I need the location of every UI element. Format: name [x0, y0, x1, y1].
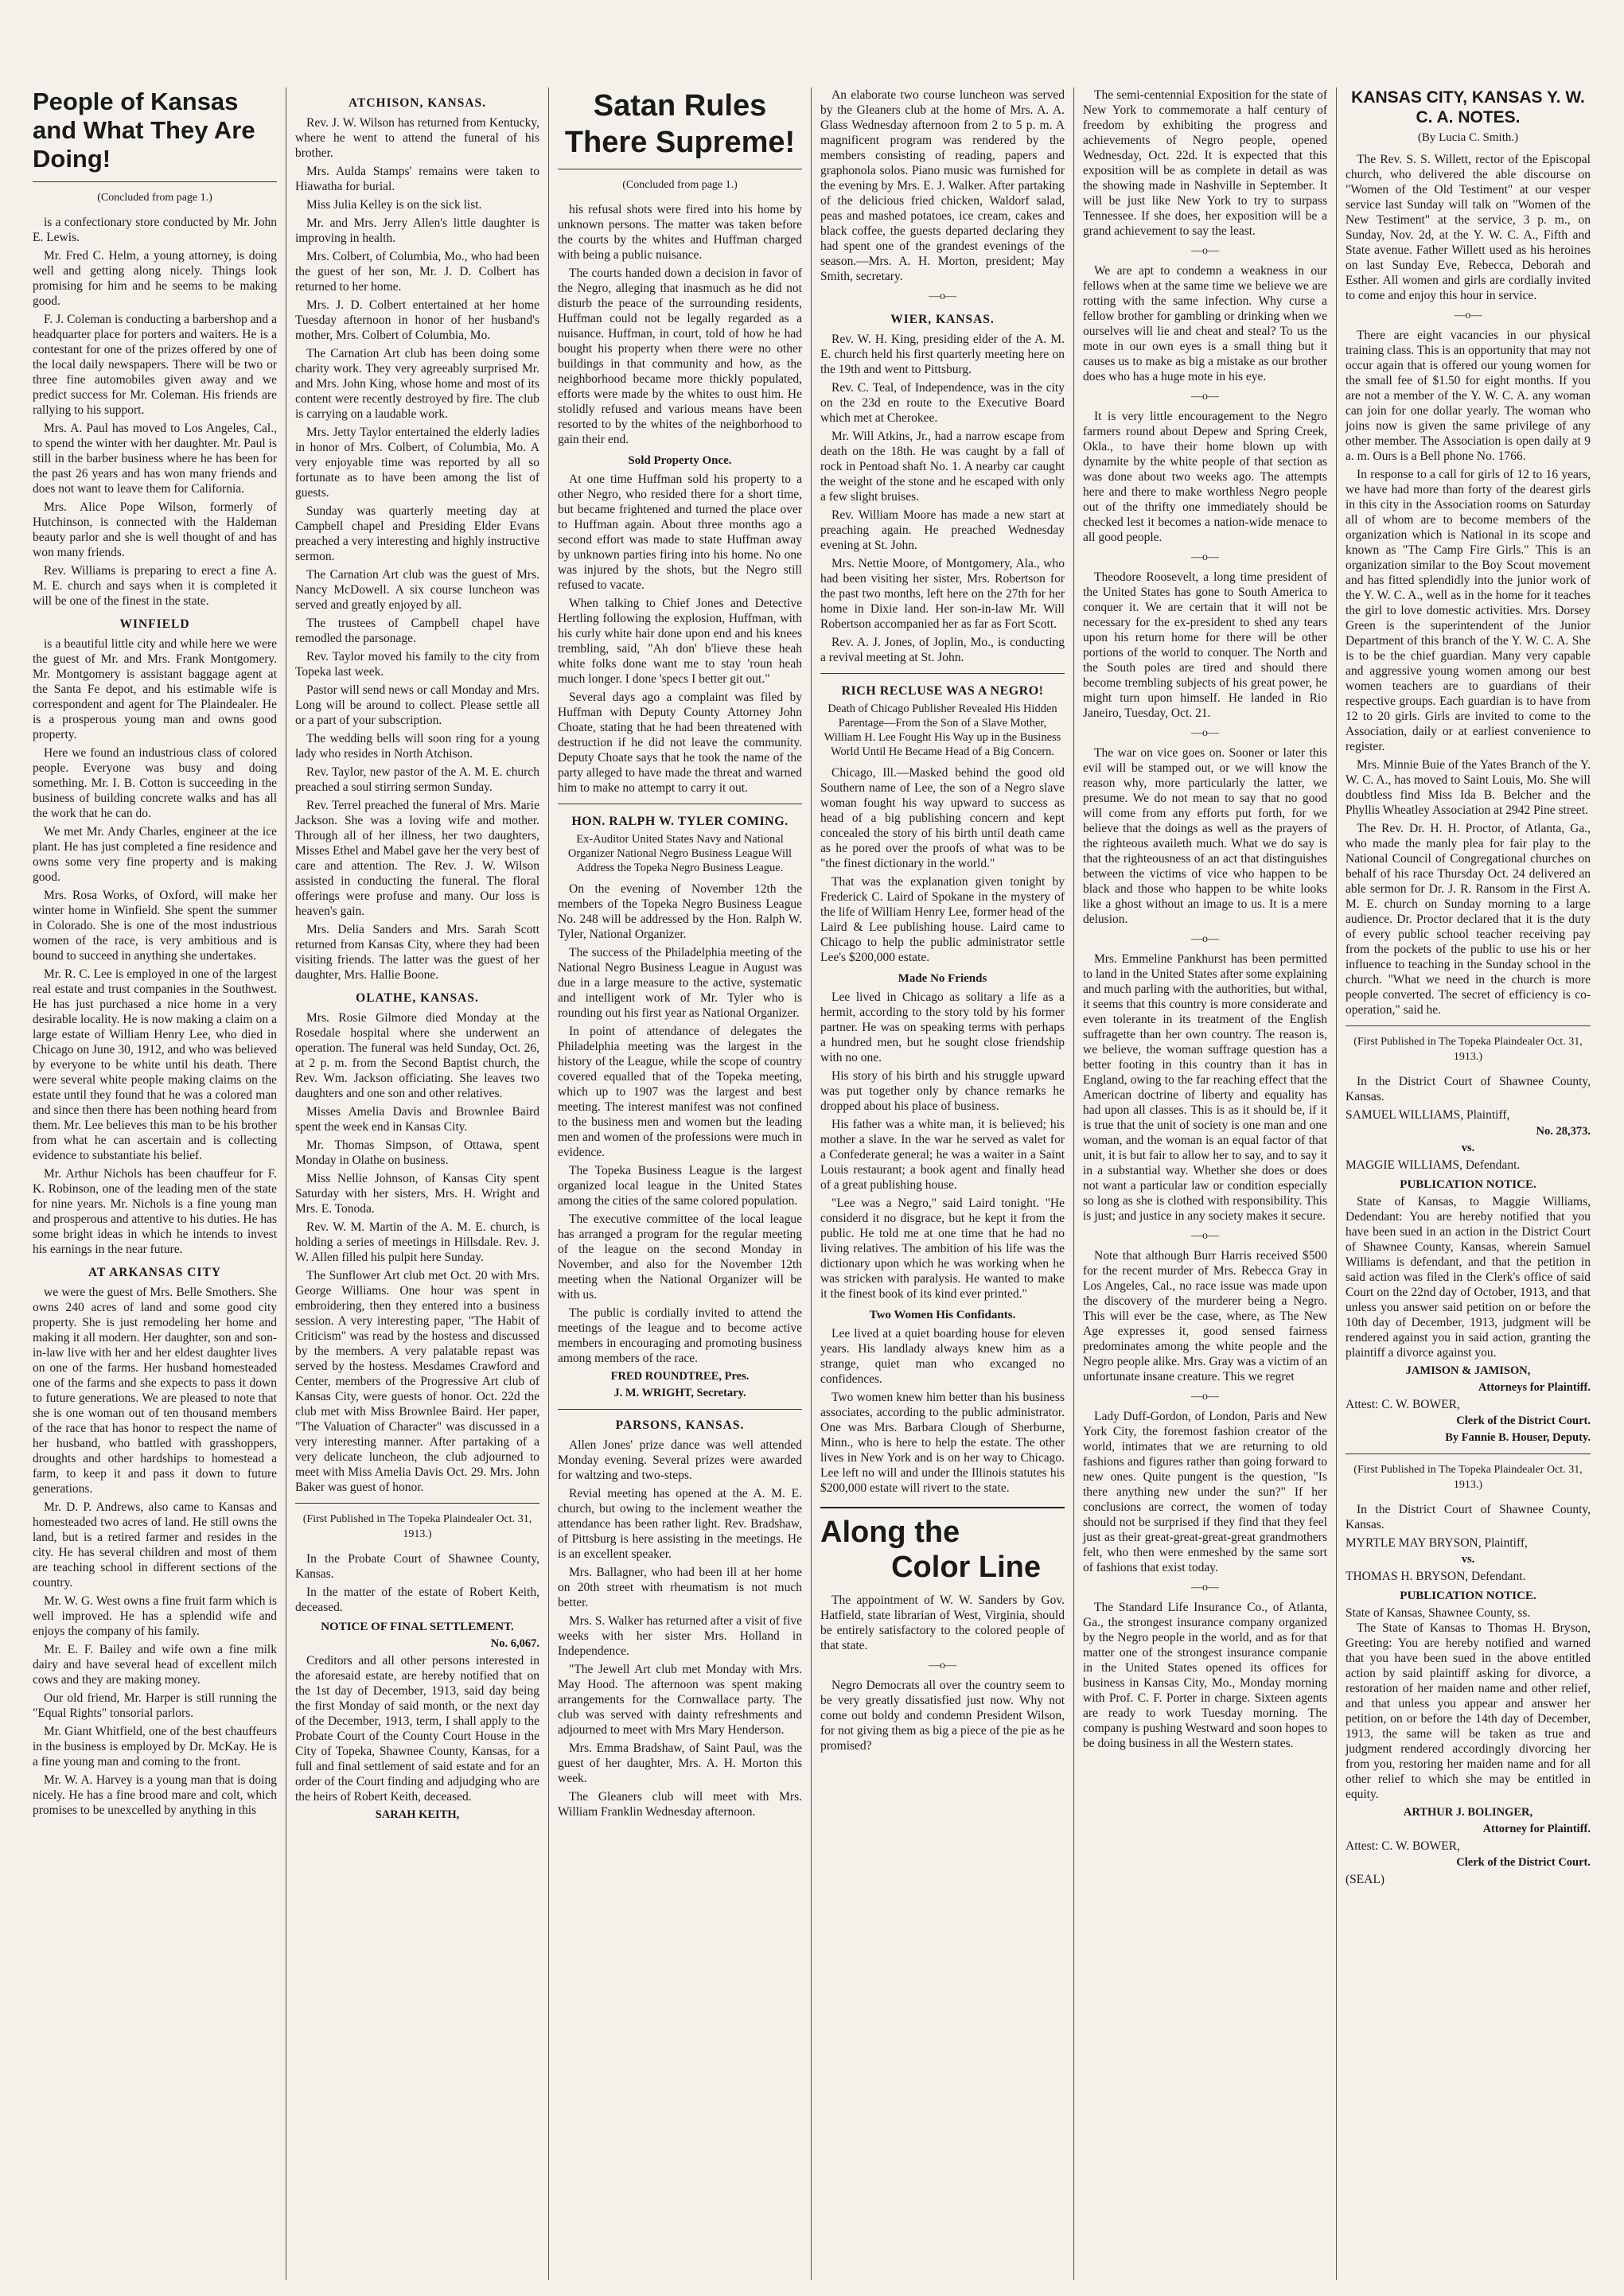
notice-deputy: By Fannie B. Houser, Deputy.: [1445, 1431, 1591, 1444]
headline-color-line-2: Color Line: [891, 1551, 1041, 1584]
paragraph: Our old friend, Mr. Harper is still running the "Equal Rights" tonsorial parlors.: [33, 1691, 277, 1720]
paragraph: The semi-centennial Exposition for the state of New York to commemorate a half century of freedom by exhibiting the progress and achievements of Negro people, opened Wednesday, Oct. 22d. It is expected that this exposition will be as complete in detail as was the showing made in Nashville in September. It will be just like New York to try to surpass Tennessee. If she does, her exposition will be a grand achievement to say the least.: [1083, 88, 1327, 238]
paragraph: Rev. C. Teal, of Independence, was in the city on the 23d en route to the Executive Board which met at Cherokee.: [820, 381, 1065, 425]
paragraph: The trustees of Campbell chapel have remodled the parsonage.: [295, 617, 539, 645]
paragraph: Several days ago a complaint was filed by Huffman with Deputy County Attorney John Choate, stating that he had been threatened with destruction if he did not leave the community. Deputy Choate says that he took the name of the party alleged to have made the threat and warned him to make no attempt to carry it out.: [558, 691, 802, 795]
divider: —o—: [1191, 245, 1219, 257]
headline-color-line-1: Along the: [820, 1516, 960, 1549]
paragraph: Chicago, Ill.—Masked behind the good old Southern name of Lee, the son of a Negro slave woman fought his way upward to success as head of a big publishing concern and kept concealed the story of his birth until death came as he pored over the proofs of what was to be "the finest dictionary in the world.": [820, 766, 1065, 870]
notice-court: In the District Court of Shawnee County, Kansas.: [1346, 1075, 1591, 1103]
notice-plaintiff: MYRTLE MAY BRYSON, Plaintiff,: [1346, 1536, 1528, 1550]
paragraph: Mr. Will Atkins, Jr., had a narrow escape from death on the 18th. He was caught by a fall of rock in Pentoad shaft No. 1. A nearby car caught the weight of the stone and he escaped with only a few slight bruises.: [820, 430, 1065, 504]
notice-defendant: MAGGIE WILLIAMS, Defendant.: [1346, 1158, 1521, 1172]
section-parsons: PARSONS, KANSAS.: [615, 1418, 745, 1432]
section-wier: WIER, KANSAS.: [890, 313, 995, 326]
paragraph: We met Mr. Andy Charles, engineer at the ice plant. He has just completed a fine residence and owns some very fine property and is making good.: [33, 825, 277, 884]
rule: [1346, 1453, 1591, 1454]
column-6: [1337, 88, 1599, 2280]
paragraph: That was the explanation given tonight by Frederick C. Laird of Spokane in the mystery of the life of William Henry Lee, former head of the Laird & Lee publishing house. Laird came to Chicago to help the public administrator settle Lee's $200,000 estate.: [820, 875, 1065, 964]
paragraph: Note that although Burr Harris received $500 for the recent murder of Mrs. Rebecca Gray in Los Angeles, Cal., no race issue was made upon the discovery of the murderer being a Negro. This will ever be the case, where, as The New Age expresses it, good sensed fairness predominates among the white people and the Negro people alike. Mrs. Gray was a victim of an unfortunate insane creature. This we regret: [1083, 1249, 1327, 1383]
paragraph: Sunday was quarterly meeting day at Campbell chapel and Presiding Elder Evans preached a very interesting and highly instructive sermon.: [295, 504, 539, 563]
paragraph: Mr. W. A. Harvey is a young man that is doing nicely. He has a fine brood mare and colt, which promises to be unexcelled by anything in this: [33, 1773, 277, 1817]
deck-recluse: Death of Chicago Publisher Revealed His Hidden Parentage—From the Son of a Slave Mother, William H. Lee Fought His Way up in the Business World Until He Became Head of a Big Concern.: [824, 702, 1061, 758]
paragraph: The courts handed down a decision in favor of the Negro, alleging that inasmuch as he did not disturb the peace of the surrounding residents, Huffman could not be legally regarded as a nuisance. Huffman, in court, told of how he had bought his property when there were no other buildings in that community and how, as the neighborhood became more thickly populated, efforts were made by the whites to oust him. He stolidly refused and various means have been resorted to by the whites of the neighborhood to gain their end.: [558, 267, 802, 446]
notice-vs: vs.: [1461, 1553, 1475, 1566]
continued-note: (Concluded from page 1.): [622, 179, 738, 191]
notice-court: In the District Court of Shawnee County, Kansas.: [1346, 1503, 1591, 1531]
column-4: [812, 88, 1074, 2280]
paragraph: Mrs. Alice Pope Wilson, formerly of Hutchinson, is connected with the Haldeman beauty parlor and she is well thought of and has won many friends.: [33, 500, 277, 559]
paragraph: Mrs. A. Paul has moved to Los Angeles, Cal., to spend the winter with her daughter. Mr. Paul is still in the barber business where he has been for the past 26 years and has won many friends and does not want to leave them for California.: [33, 422, 277, 496]
paragraph: An elaborate two course luncheon was served by the Gleaners club at the home of Mrs. A. A. Glass Wednesday afternoon from 2 to 5 p. m. A magnificent program was rendered by the members consisting of reading, papers and graphonola solos. Piano music was furnished for the evening by Mrs. E. J. Walker. After partaking of the delicious fried chicken, Waldorf salad, peas and mashed potatoes, ice cream, cakes and black coffee, the guests departed declaring they had spent one of the grandest evenings of the season.—Mrs. A. H. Morton, president; May Smith, secretary.: [820, 88, 1065, 283]
divider: —o—: [1191, 1230, 1219, 1242]
subhead-made-no-friends: Made No Friends: [898, 972, 987, 985]
paragraph: Rev. Terrel preached the funeral of Mrs. Marie Jackson. She was a loving wife and mother. Through all of her illness, her two daughters, Misses Ethel and Mabel gave her the very best of care and attention. The Rev. J. W. Wilson assisted in conducting the funeral. The floral offerings were profuse and many. Our loss is heaven's gain.: [295, 799, 539, 918]
paragraph: Lee lived at a quiet boarding house for eleven years. His landlady always knew him as a strange, quiet man who excanged no confidences.: [820, 1327, 1065, 1386]
paragraph: Two women knew him better than his business associates, according to the public administrator. One was Mrs. Barbara Clough of Sherburne, Minn., who is here to help the estate. The other lives in New York and is on her way to Chicago. Lee left no will and under the Illinois statutes his $200,000 estate will rivert to the state.: [820, 1391, 1065, 1495]
divider: —o—: [1191, 727, 1219, 739]
paragraph: There are eight vacancies in our physical training class. This is an opportunity that may not occur again that is offered our young women for the small fee of $1.50 for eight months. If you are not a member of the Y. W. C. A. any woman can join for one dollar yearly. The woman who joins now is given the same privilege of any other member. The Association is open daily at 9 a. m. Ours is a Bell phone No. 1766.: [1346, 329, 1591, 463]
paragraph: Mrs. Emmeline Pankhurst has been permitted to land in the United States after some explaining and much parling with the authorities, but withal, it seems that this country is more considerate and even tolerante in its treatment of the English suffragette than her own country. The reason is, we believe, the woman suffrage question has a better footing in this country than it has in England, owing to the far reaching effect that the American doctrine of liberty and equality has had upon all classes. This is as it should be, if it is true that the unit of society is one man and one woman, and the woman is an equal factor of that unit, it is but fair to allow her to say, and to say it in a substantial way. Whether she does or does not want a particular law or condition especially so long as she is clothed with responsibility. This is just; and justice in any society makes it secure.: [1083, 952, 1327, 1223]
paragraph: The Standard Life Insurance Co., of Atlanta, Ga., the strongest insurance company organized by the Negro people in the world, and as for that matter one of the strongest insurance companie in the United States opened its offices for business in Kansas City, Mo., Monday morning with Prof. C. F. Porter in charge. Sixteen agents are ready to work Tuesday morning. The company is pushing Westward and soon hopes to be doing business in all the Western states.: [1083, 1601, 1327, 1750]
column-5: [1074, 88, 1337, 2280]
rule: [33, 181, 277, 182]
divider: —o—: [1191, 1582, 1219, 1594]
paragraph: Mrs. Colbert, of Columbia, Mo., who had been the guest of her son, Mr. J. D. Colbert has returned to her home.: [295, 250, 539, 294]
notice-court: In the Probate Court of Shawnee County, Kansas.: [295, 1552, 539, 1581]
divider: —o—: [929, 290, 956, 302]
paragraph: Mr. R. C. Lee is employed in one of the largest real estate and trust companies in the Southwest. He has just purchased a nice home in a very desirable locality. He is now making a claim on a large estate of William Henry Lee, who died in Chicago on June 30, 1912, and who was believed by everyone to be white until his death. There were several white people making claims on the estate until they found that he was a colored man and since then there has been nothing heard from them. Mr. Lee believes this man to be his brother from what he can ascertain and is collecting evidence to substantiate his belief.: [33, 967, 277, 1162]
paragraph: We are apt to condemn a weakness in our fellows when at the same time we believe we are rotting with the same infection. Why curse a fellow brother for gambling or drinking when we ourselves will lie and cheat and steal? To us the mote in our own eyes is a small thing but it causes us to make as big a mistake as our brother does who has a huge mote in his eye.: [1083, 264, 1327, 383]
paragraph: his refusal shots were fired into his home by unknown persons. The matter was taken before the courts by the whites and Huffman charged with being a public nuisance.: [558, 203, 802, 262]
paragraph: Rev. Taylor moved his family to the city from Topeka last week.: [295, 650, 539, 679]
divider: —o—: [1454, 309, 1482, 321]
paragraph: "Lee was a Negro," said Laird tonight. "He considerd it no disgrace, but he kept it from the public. He told me at one time that he had no living relatives. The ambition of his life was the dictionary upon which he was working when he was stricken with paralysis. He wanted to make it the finest book of its kind ever printed.": [820, 1197, 1065, 1301]
subhead-two-women: Two Women His Confidants.: [869, 1309, 1016, 1321]
paragraph: Mrs. Nettie Moore, of Montgomery, Ala., who had been visiting her sister, Mrs. Robertson for the past two months, left here on the 27th for her home in Dixie land. Her son-in-law Mr. Will Robertson accompanied her as far as Fort Scott.: [820, 557, 1065, 631]
paragraph: The Rev. Dr. H. H. Proctor, of Atlanta, Ga., who made the manly plea for fair play to the National Council of Congregational churches on behalf of his race Thursday Oct. 24 delivered an able sermon for Dr. J. R. Ransom in the First A. M. E. church on Sunday morning to a large audience. Dr. Proctor declared that it is the duty of every public school teacher receiving pay from the pockets of the public to use his or her influence to teaching in the Sunday school in the church. "What we need in the church is more people converted. The secret of efficiency is co-operation," said he.: [1346, 822, 1591, 1017]
paragraph: Rev. Taylor, new pastor of the A. M. E. church preached a soul stirring sermon Sunday.: [295, 765, 539, 794]
section-winfield: WINFIELD: [119, 617, 190, 631]
deck-tyler: Ex-Auditor United States Navy and National Organizer National Negro Business League Will Address the Topeka Negro Business League.: [567, 833, 793, 874]
headline-rich-recluse: RICH RECLUSE WAS A NEGRO!: [841, 684, 1044, 698]
paragraph: Mr. and Mrs. Jerry Allen's little daughter is improving in health.: [295, 216, 539, 245]
notice-body: The State of Kansas to Thomas H. Bryson, Greeting: You are hereby notified and warned that you have been sued in the above entitled action by said plaintiff asking for divorce, a restoration of her maiden name and other relief, and that unless you appear and answer her petition, on or before the 14th day of December, 1913, the same will be taken as true and judgment rendered accordingly divorcing her from you, restoring her maiden name and for all other relief to which she may be entitled in equity.: [1346, 1621, 1591, 1801]
paragraph: Rev. J. W. Wilson has returned from Kentucky, where he went to attend the funeral of his brother.: [295, 116, 539, 160]
notice-published: (First Published in The Topeka Plaindealer Oct. 31, 1913.): [1353, 1036, 1583, 1063]
paragraph: Mrs. Minnie Buie of the Yates Branch of the Y. W. C. A., has moved to Saint Louis, Mo. She will doubtless find Miss Ida B. Belcher and the Phyllis Wheatley Association at 2942 Pine street.: [1346, 758, 1591, 817]
notice-body: State of Kansas, to Maggie Williams, Dedendant: You are hereby notified that you have been sued in an action in the District Court of Shawnee County, Kansas, wherein Samuel Williams is defendant, and that the petition in said action was filed in the Clerk's office of said Court on the 22nd day of October, 1913, and that unless you answer said petition on or before the 10th day of December, 1913, judgment will be rendered against you in said action, granting the plaintiff a divorce against you.: [1346, 1195, 1591, 1360]
paragraph: Mrs. Ballagner, who had been ill at her home on 20th street with rheumatism is not much better.: [558, 1566, 802, 1609]
section-olathe: OLATHE, KANSAS.: [356, 991, 479, 1005]
paragraph: is a confectionary store conducted by Mr. John E. Lewis.: [33, 216, 277, 244]
paragraph: Mr. Arthur Nichols has been chauffeur for F. K. Robinson, one of the leading men of the state for nine years. Mr. Nichols is a fine young man and prosperous and attentive to his duties. He has some bright ideas in which he intends to invest his earnings in the near future.: [33, 1167, 277, 1256]
paragraph: The Carnation Art club was the guest of Mrs. Nancy McDowell. A six course luncheon was served and greatly enjoyed by all.: [295, 568, 539, 612]
paragraph: Mr. W. G. West owns a fine fruit farm which is well improved. He has a splendid wife and enjoys the company of his family.: [33, 1594, 277, 1638]
paragraph: Negro Democrats all over the country seem to be very greatly dissatisfied just now. Why not come out boldy and condemn President Wilson, for not giving them as big a piece of the pie as he promised?: [820, 1679, 1065, 1753]
notice-defendant: THOMAS H. BRYSON, Defendant.: [1346, 1570, 1526, 1583]
paragraph: Rev. William Moore has made a new start at preaching again. He preached Wednesday evening at St. John.: [820, 508, 1065, 552]
signature-secretary: J. M. WRIGHT, Secretary.: [613, 1387, 746, 1399]
notice-matter: In the matter of the estate of Robert Keith, deceased.: [295, 1586, 539, 1614]
column-1: [24, 88, 286, 2280]
paragraph: Theodore Roosevelt, a long time president of the United States has gone to South America to conquer it. We are certain that it will not be necessary for the ex-president to shed any tears upon his return home for there will be other portions of the world to conquer. The North and the South poles are tired and should there become trembling subjects of his great power, he might turn upon himself. He landed in Rio Janeiro, Tuesday, Oct. 21.: [1083, 570, 1327, 720]
paragraph: On the evening of November 12th the members of the Topeka Negro Business League No. 248 will be addressed by the Hon. Ralph W. Tyler, National Organizer.: [558, 882, 802, 941]
paragraph: The appointment of W. W. Sanders by Gov. Hatfield, state librarian of West, Virginia, should be entirely satisfactory to the colored people of that state.: [820, 1594, 1065, 1652]
paragraph: Miss Nellie Johnson, of Kansas City spent Saturday with her sisters, Mrs. H. Wright and Mrs. E. Tonoda.: [295, 1172, 539, 1216]
notice-published: (First Published in The Topeka Plaindealer Oct. 31, 1913.): [1353, 1464, 1583, 1491]
notice-attorney: JAMISON & JAMISON,: [1405, 1364, 1531, 1377]
paragraph: Mr. D. P. Andrews, also came to Kansas and homesteaded two acres of land. He still owns the land, but is a retired farmer and resides in the city. He has several children and most of them are teaching school in different sections of the country.: [33, 1500, 277, 1590]
divider: —o—: [1191, 391, 1219, 403]
paragraph: Mr. Fred C. Helm, a young attorney, is doing well and getting along nicely. Things look promising for him and he seems to be making good.: [33, 249, 277, 308]
paragraph: The public is cordially invited to attend the meetings of the league and to become active members in encouraging and promoting business among members of the race.: [558, 1306, 802, 1365]
divider: —o—: [1191, 551, 1219, 563]
paragraph: At one time Huffman sold his property to a other Negro, who resided there for a short time, but became frightened and turned the place over to Huffman again. About three months ago a second effort was made to state Huffman away by unknown parties firing into his home. No one was injured by the shots, but the Negro still refused to vacate.: [558, 473, 802, 592]
divider: —o—: [1191, 933, 1219, 945]
notice-attorney-title: Attorneys for Plaintiff.: [1478, 1381, 1591, 1394]
paragraph: Mrs. Jetty Taylor entertained the elderly ladies in honor of Mrs. Colbert, of Columbia, Mo. A very enjoyable time was reported by all so fortunate as to have been among the list of guests.: [295, 426, 539, 500]
paragraph: His father was a white man, it is believed; his mother a slave. In the war he served as valet for a Confederate general; he was a waiter in a Saint Louis restaurant; a book agent and finally head of a great publishing house.: [820, 1118, 1065, 1192]
paragraph: Mrs. Aulda Stamps' remains were taken to Hiawatha for burial.: [295, 165, 539, 193]
headline-people-of-kansas: People of Kansas and What They Are Doing!: [33, 88, 255, 173]
notice-attorney-title: Attorney for Plaintiff.: [1482, 1823, 1591, 1835]
column-3: [549, 88, 812, 2280]
paragraph: The Gleaners club will meet with Mrs. William Franklin Wednesday afternoon.: [558, 1790, 802, 1819]
notice-attorney: ARTHUR J. BOLINGER,: [1403, 1806, 1533, 1819]
paragraph: The executive committee of the local league has arranged a program for the regular meeting of the league on the second Monday in November, and also for the November 12th meeting when the National Organizer will be with us.: [558, 1212, 802, 1302]
continued-note: (Concluded from page 1.): [97, 192, 212, 204]
paragraph: Mr. Thomas Simpson, of Ottawa, spent Monday in Olathe on business.: [295, 1138, 539, 1167]
divider: —o—: [1191, 1391, 1219, 1403]
section-atchison: ATCHISON, KANSAS.: [348, 96, 487, 110]
paragraph: The success of the Philadelphia meeting of the National Negro Business League in August was due in a large measure to the active, systematic and intelligent work of Mr. Tyler who is rounding out his first year as National Organizer.: [558, 946, 802, 1020]
notice-attest: Attest: C. W. BOWER,: [1346, 1398, 1460, 1411]
paragraph: F. J. Coleman is conducting a barbershop and a headquarter place for porters and waiters. He is a contestant for one of the prizes offered by one of the local daily newspapers. There will be two or three fine automobiles given away and we predict success for Mr. Coleman. His friends are rallying to his support.: [33, 313, 277, 417]
notice-state: State of Kansas, Shawnee County, ss.: [1346, 1606, 1531, 1620]
paragraph: Rev. A. J. Jones, of Joplin, Mo., is conducting a revival meeting at St. John.: [820, 636, 1065, 664]
rule: [1346, 1025, 1591, 1026]
section-arkansas-city: AT ARKANSAS CITY: [88, 1266, 222, 1279]
paragraph: Mrs. Rosa Works, of Oxford, will make her winter home in Winfield. She spent the summer in Colorado. She is one of the most industrious women of the race, is very ambitious and is bound to succeed in anything she undertakes.: [33, 889, 277, 963]
notice-vs: vs.: [1461, 1142, 1475, 1154]
notice-plaintiff: SAMUEL WILLIAMS, Plaintiff,: [1346, 1108, 1510, 1122]
paragraph: Rev. Williams is preparing to erect a fine A. M. E. church and says when it is completed it will be one of the finest in the state.: [33, 564, 277, 608]
paragraph: Rev. W. H. King, presiding elder of the A. M. E. church held his first quarterly meeting here on the 19th and went to Pittsburg.: [820, 333, 1065, 376]
notice-body: Creditors and all other persons interested in the aforesaid estate, are hereby notified that on the 1st day of December, 1913, said day being the first Monday of said month, or the next day of the December, 1913, term, I shall apply to the Probate Court of the County Court House in the City of Topeka, Shawnee County, Kansas, for a full and final settlement of said estate and for an order of the Court finding and adjudging who are the heirs of Robert Keith, deceased.: [295, 1654, 539, 1804]
paragraph: The Rev. S. S. Willett, rector of the Episcopal church, who delivered the able discourse on "Women of the Old Testiment" at our vesper service last Sunday will talk on "Women of the New Testiment" at the service, 3 p. m., on Sunday, Nov. 2d, at the Y. W. C. A., Fifth and State avenue. Father Willett used as his heroines on last Sunday Eve, Rebecca, Deborah and Esther. All women and girls are cordially invited to come and enjoy this hour in service.: [1346, 153, 1591, 302]
rule: [820, 673, 1065, 674]
paragraph: Miss Julia Kelley is on the sick list.: [306, 198, 482, 212]
notice-title: PUBLICATION NOTICE.: [1400, 1178, 1536, 1191]
notice-number: No. 6,067.: [490, 1637, 539, 1650]
paragraph: Mrs. Emma Bradshaw, of Saint Paul, was the guest of her daughter, Mrs. A. H. Morton this week.: [558, 1741, 802, 1785]
paragraph: Allen Jones' prize dance was well attended Monday evening. Several prizes were awarded for waltzing and two-steps.: [558, 1438, 802, 1482]
paragraph: In point of attendance of delegates the Philadelphia meeting was the largest in the history of the League, while the scope of country covered equalled that of the Topeka meeting, which up to 1907 was the largest and best meeting. The interest manifest was not confined to the business men and women but the leading men and women of the professions were much in evidence.: [558, 1025, 802, 1159]
notice-title: PUBLICATION NOTICE.: [1400, 1590, 1536, 1602]
paragraph: The Topeka Business League is the largest organized local league in the United States among the cities of the same colored population.: [558, 1164, 802, 1208]
divider: —o—: [929, 1660, 956, 1671]
headline-tyler-coming: HON. RALPH W. TYLER COMING.: [571, 815, 789, 828]
paragraph: Lee lived in Chicago as solitary a life as a hermit, according to the story told by his former partner. He was on speaking terms with perhaps a hundred men, but he sought close friendship with no one.: [820, 990, 1065, 1064]
paragraph: When talking to Chief Jones and Detective Hertling following the explosion, Huffman, with his curly white hair done upon end and his knees trembling, said, "Ah don' b'lieve these heah white folks done want me to stay 'roun heah much longer. I done 'specs I better git out.": [558, 597, 802, 686]
paragraph: Mr. E. F. Bailey and wife own a fine milk dairy and have several head of excellent milch cows and they are making money.: [33, 1643, 277, 1687]
paragraph: It is very little encouragement to the Negro farmers round about Depew and Spring Creek, Okla., to have their home blown up with dynamite by the white people of that section as was done about two weeks ago. The attempts here and there to make worthless Negro people out of the thrifty one immediately should be checked lest it becomes a nation-wide menace to all good people.: [1083, 410, 1327, 544]
notice-clerk: Clerk of the District Court.: [1456, 1856, 1591, 1869]
notice-signature: SARAH KEITH,: [375, 1808, 460, 1821]
paragraph: Mrs. J. D. Colbert entertained at her home Tuesday afternoon in honor of her husband's mother, Mrs. Colbert of Columbia, Mo.: [295, 298, 539, 342]
paragraph: Mr. Giant Whitfield, one of the best chauffeurs in the business is employed by Dr. McKay. He is a fine young man and coming to the front.: [33, 1725, 277, 1769]
notice-published: (First Published in The Topeka Plaindealer Oct. 31, 1913.): [302, 1513, 532, 1540]
signature-president: FRED ROUNDTREE, Pres.: [610, 1370, 750, 1383]
headline-ywca-notes: KANSAS CITY, KANSAS Y. W. C. A. NOTES.: [1351, 88, 1585, 126]
rule: [558, 1409, 802, 1410]
paragraph: The Sunflower Art club met Oct. 20 with Mrs. George Williams. One hour was spent in embroidering, then they entered into a business session. A very interesting paper, "The Habit of Criticism" was read by the hostess and discussed by the members. A very palatable repast was served by the hostess. Mesdames Crawford and Center, members of the Progressive Art club of Kansas City, were guests of honor. Oct. 22d the club met with Miss Brownlee Baird. Her paper, "The Valuation of Character" was discussed in a very interesting manner. After partaking of a very delicate luncheon, the club adjourned to meet with Miss Amelia Davis Oct. 29. Mrs. John Baker was guest of honor.: [295, 1269, 539, 1494]
paragraph: Mrs. Rosie Gilmore died Monday at the Rosedale hospital where she underwent an operation. The funeral was held Sunday, Oct. 26, at 2 p. m. from the Second Baptist church, the Rev. Wm. Jackson officiating. She leaves two daughters and one son and other relatives.: [295, 1011, 539, 1100]
headline-satan-rules: Satan Rules There Supreme!: [564, 89, 796, 159]
paragraph: His story of his birth and his struggle upward was put together only by chance remarks he dropped about his place of business.: [820, 1069, 1065, 1113]
paragraph: "The Jewell Art club met Monday with Mrs. May Hood. The afternoon was spent making arrangements for the Cornwallace party. The club was served with dainty refreshments and adjourned to meet with Mrs Mary Henderson.: [558, 1663, 802, 1737]
paragraph: The wedding bells will soon ring for a young lady who resides in North Atchison.: [295, 732, 539, 761]
paragraph: Misses Amelia Davis and Brownlee Baird spent the week end in Kansas City.: [295, 1105, 539, 1134]
paragraph: The Carnation Art club has been doing some charity work. They very agreeably surprised Mr. and Mrs. John King, whose home and most of its content were recently destroyed by fire. The club is carrying on a laudable work.: [295, 347, 539, 421]
notice-title: NOTICE OF FINAL SETTLEMENT.: [321, 1621, 514, 1633]
paragraph: The war on vice goes on. Sooner or later this evil will be stamped out, or we will know the reason why, more particularly the latter, we presume. We do not mean to say that no good will come from any efforts put forth, for we believe that the doings as well as the prayers of the righteous availeth much. What we do say is that the righteousness of an act that distinguishes between the victims of vice who happen to be black and those who happen to be white looks like a ghost without an image to us. It is a mere delusion.: [1083, 746, 1327, 926]
byline: (By Lucia C. Smith.): [1417, 131, 1519, 144]
paragraph: In response to a call for girls of 12 to 16 years, we have had more than forty of the dearest girls in this city in the Association rooms on Saturday all of whom are to become members of the organization which is National in its scope and known as "The Camp Fire Girls." This is an organization similar to the Boy Scout movement and has fitted splendidly into the junior work of the Y. W. C. A., well as in the home for it teaches the girl to love domestic activities. Mrs. Dorsey Green is the superintendent of the Junior Department of this branch of the Y. W. C. A. She is to be the chief guardian. Many very capable and aggressive young women among our best women teachers are to guardians of their respective groups. Each guardian is to have from 12 to 20 girls. Girls are invited to come to the Association, daily or at earliest convenience to register.: [1346, 468, 1591, 753]
notice-attest: Attest: C. W. BOWER,: [1346, 1839, 1460, 1853]
notice-clerk: Clerk of the District Court.: [1456, 1415, 1591, 1427]
paragraph: Here we found an industrious class of colored people. Everyone was busy and doing something. Mr. I. B. Cotton is succeeding in the business of building concrete walks and has all the work that he can do.: [33, 746, 277, 820]
paragraph: Pastor will send news or call Monday and Mrs. Long will be around to collect. Please settle all or a part of your subscription.: [295, 683, 539, 727]
paragraph: Mrs. S. Walker has returned after a visit of five weeks with her sister Mrs. Holland in Independence.: [558, 1614, 802, 1658]
paragraph: Mrs. Delia Sanders and Mrs. Sarah Scott returned from Kansas City, where they had been visiting friends. The latter was the guest of her daughter, Mrs. Hallie Boone.: [295, 923, 539, 982]
notice-seal: (SEAL): [1346, 1873, 1385, 1886]
paragraph: we were the guest of Mrs. Belle Smothers. She owns 240 acres of land and some good city property. She is just remodeling her home and making it all modern. Her daughter, son and son-in-law live with her and her eldest daughter lives on one of the farms. Her husband homesteaded one of the farms and she expects to pass it down to future generations. We are pleased to note that she is one woman out of ten thousand members of the race that has honor to respect the name of her husband, who battled with grasshoppers, droughts and other hardships to homestead a farm, to keep it and pass it down to future generations.: [33, 1286, 277, 1496]
subhead-sold-property: Sold Property Once.: [628, 454, 732, 467]
notice-number: No. 28,373.: [1536, 1125, 1591, 1138]
paragraph: Revial meeting has opened at the A. M. E. church, but owing to the inclement weather the attendance has been rather light. Rev. Bradshaw, of Pittsburg is here assisting in the meetings. He is an excellent speaker.: [558, 1487, 802, 1561]
column-2: [286, 88, 549, 2280]
rule: [295, 1503, 539, 1504]
paragraph: Lady Duff-Gordon, of London, Paris and New York City, the foremost fashion creator of the world, intimates that we are returning to old fashions and figures rather than going forward to new ones. Quite pungent is the question, "Is there anything new under the sun?" If her conclusions are correct, the women of today should not be surprised if they find that they feel just as their great-great-great-great grandmothers felt, who then were enmeshed by the same sort of fashions that exist today.: [1083, 1410, 1327, 1574]
paragraph: Rev. W. M. Martin of the A. M. E. church, is holding a series of meetings in Hillsdale. Rev. J. W. Allen filled his pulpit here Sunday.: [295, 1220, 539, 1264]
paragraph: is a beautiful little city and while here we were the guest of Mr. and Mrs. Frank Montgomery. Mr. Montgomery is assistant baggage agent at the Santa Fe depot, and his estimable wife is correspondent and agent for The Plaindealer. He is a prosperous young man and owns good property.: [33, 637, 277, 741]
headline-color-line: [820, 1507, 1065, 1585]
